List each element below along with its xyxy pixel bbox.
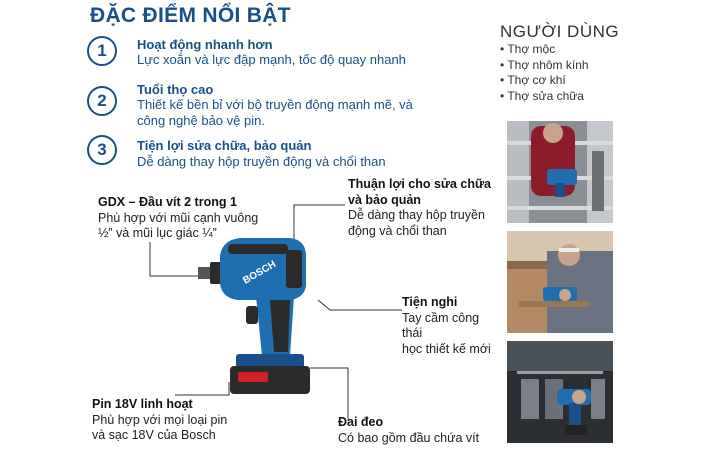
feature-title: Tiện lợi sửa chữa, bảo quản xyxy=(137,138,312,153)
user-item: • Thợ sửa chữa xyxy=(500,89,589,105)
callout-desc-line: ½” và mũi lục giác ¼” xyxy=(98,226,217,240)
callout-title: Thuận lợi cho sửa chữa xyxy=(348,177,491,191)
feature-number: 2 xyxy=(87,86,117,116)
callout-title: Tiện nghi xyxy=(402,295,458,309)
callout-desc-line: Tay cầm công thái xyxy=(402,310,480,340)
callout-gdx xyxy=(98,195,298,242)
user-item: • Thợ nhôm kính xyxy=(500,58,589,74)
callout-ergonomic xyxy=(402,295,502,357)
feature-desc: Lực xoắn và lực đập mạnh, tốc độ quay nhanh xyxy=(137,52,406,67)
feature-number: 1 xyxy=(87,36,117,66)
callout-title: và bảo quản xyxy=(348,192,421,207)
feature-number: 3 xyxy=(87,135,117,165)
callout-title: Pin 18V linh hoạt xyxy=(92,397,193,411)
callout-desc-line: Dễ dàng thay hộp truyền xyxy=(348,208,485,222)
callout-desc-line: và sạc 18V của Bosch xyxy=(92,428,216,442)
feature-title: Tuổi thọ cao xyxy=(137,82,214,97)
callout-desc-line: động và chổi than xyxy=(348,223,447,238)
user-item: • Thợ mộc xyxy=(500,42,589,58)
callout-desc-line: Phù hợp với mọi loại pin xyxy=(92,412,228,427)
feature-desc: Dễ dàng thay hộp truyền động và chổi than xyxy=(137,154,386,169)
callout-title: Đai đeo xyxy=(338,415,384,429)
callout-title: GDX – Đầu vít 2 trong 1 xyxy=(98,195,237,209)
callout-desc-line: học thiết kế mới xyxy=(402,341,491,356)
callout-desc-line: Phù hợp với mũi cạnh vuông xyxy=(98,210,259,225)
callout-battery xyxy=(92,397,262,444)
callout-strap xyxy=(338,415,508,446)
feature-desc: Thiết kế bền bỉ với bộ truyền động mạnh mẽ, và công nghệ bảo vệ pin. xyxy=(137,97,413,128)
users-title: NGƯỜI DÙNG xyxy=(500,22,620,41)
user-item: • Thợ cơ khí xyxy=(500,73,589,89)
impact-driver-body xyxy=(198,238,310,394)
page-heading: ĐẶC ĐIỂM NỔI BẬT xyxy=(90,4,291,27)
feature-title: Hoạt động nhanh hơn xyxy=(137,37,273,52)
callout-desc-line: Có bao gồm đầu chứa vít xyxy=(338,430,480,445)
callout-repair xyxy=(348,177,498,239)
tool-brand-label: BOSCH xyxy=(241,258,279,287)
